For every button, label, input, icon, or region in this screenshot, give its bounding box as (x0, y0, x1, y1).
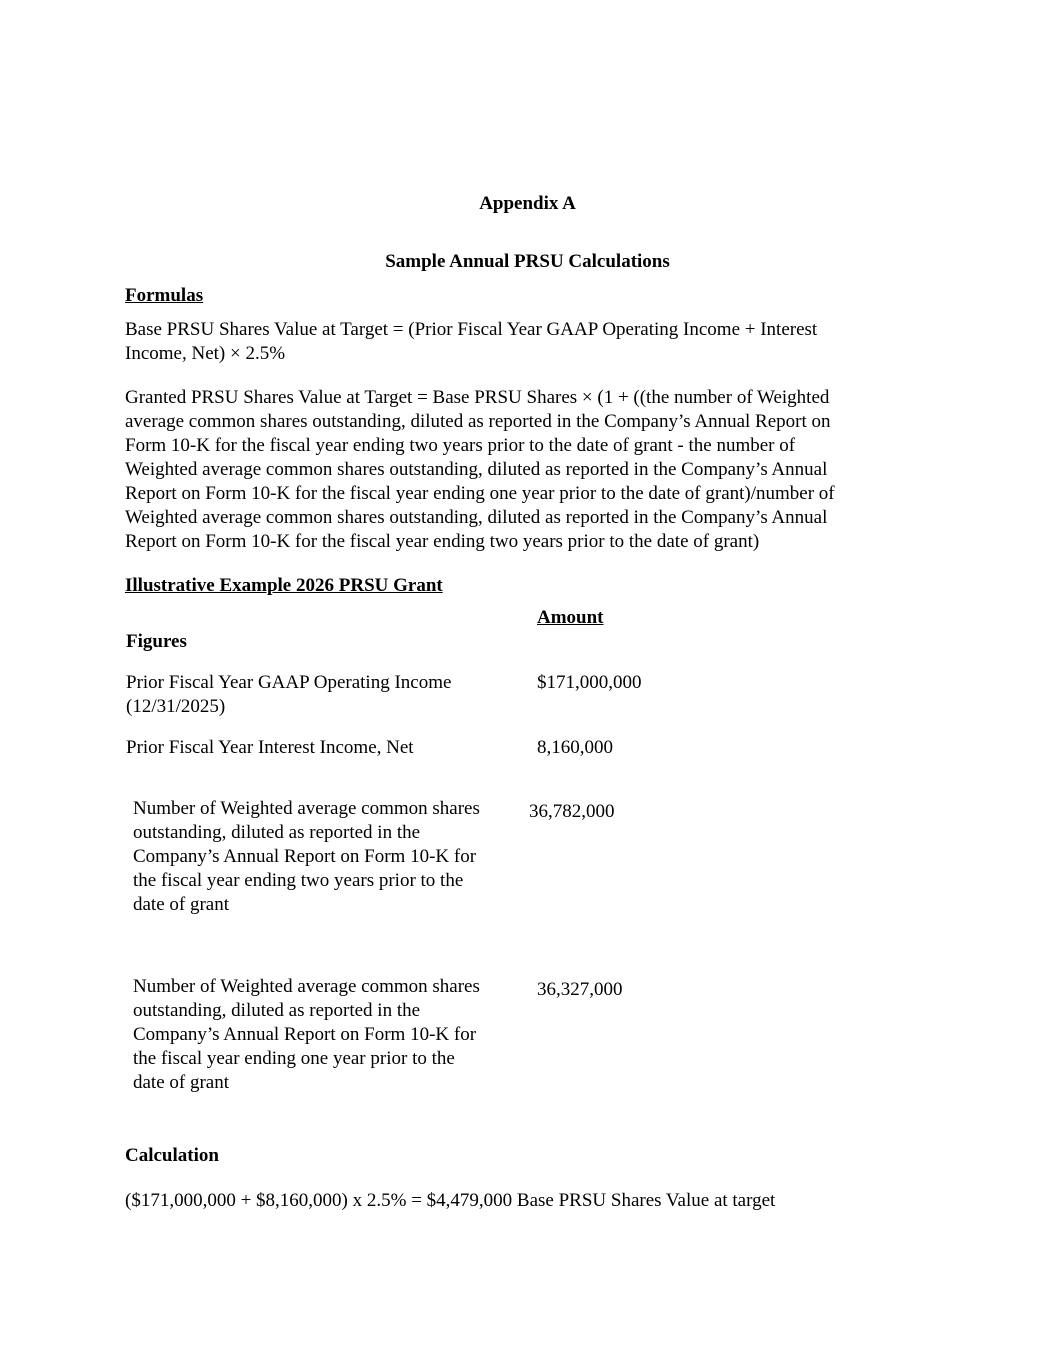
granted-formula-line: Form 10-K for the fiscal year ending two years prior to the date of grant - the number of (125, 435, 796, 456)
base-formula-line: Base PRSU Shares Value at Target = (Prior Fiscal Year GAAP Operating Income + Interest (125, 319, 818, 340)
figure-label-line: Company’s Annual Report on Form 10-K for (133, 1024, 477, 1045)
figure-label-shares-one-year (133, 975, 480, 1095)
granted-formula-line: Granted PRSU Shares Value at Target = Base PRSU Shares × (1 + ((the number of Weighted (125, 387, 830, 408)
page-subtitle: Sample Annual PRSU Calculations (385, 251, 670, 272)
figure-value-interest-income: 8,160,000 (537, 737, 613, 758)
appendix-title: Appendix A (479, 193, 576, 214)
example-heading: Illustrative Example 2026 PRSU Grant (125, 575, 443, 596)
figures-column-header: Figures (126, 631, 187, 652)
figure-value-operating-income: $171,000,000 (537, 672, 642, 693)
figure-label-line: outstanding, diluted as reported in the (133, 1000, 421, 1021)
calculation-line: ($171,000,000 + $8,160,000) x 2.5% = $4,479,000 Base PRSU Shares Value at target (125, 1190, 776, 1211)
figure-value-shares-one-year: 36,327,000 (537, 979, 623, 1000)
granted-formula (125, 386, 925, 554)
granted-formula-line: Weighted average common shares outstanding, diluted as reported in the Company’s Annual (125, 459, 828, 480)
formulas-heading: Formulas (125, 285, 204, 306)
figure-value-shares-two-years: 36,782,000 (529, 801, 615, 822)
figure-label-line: outstanding, diluted as reported in the (133, 822, 421, 843)
figure-label-line: the fiscal year ending one year prior to the (133, 1048, 455, 1069)
figure-label-operating-income (126, 671, 451, 719)
figure-label-line: the fiscal year ending two years prior to the (133, 870, 464, 891)
figure-label-line: date of grant (133, 1072, 230, 1093)
figure-label-line: Prior Fiscal Year Interest Income, Net (126, 737, 414, 758)
figure-label-line: Prior Fiscal Year GAAP Operating Income (126, 672, 452, 693)
figure-label-shares-two-years (133, 797, 480, 917)
granted-formula-line: Report on Form 10-K for the fiscal year ending one year prior to the date of grant)/number of (125, 483, 835, 504)
figure-label-line: Company’s Annual Report on Form 10-K for (133, 846, 477, 867)
calculation-heading: Calculation (125, 1145, 219, 1166)
base-formula (125, 318, 915, 366)
amount-column-header: Amount (537, 607, 604, 628)
base-formula-line: Income, Net) × 2.5% (125, 343, 286, 364)
figure-label-line: date of grant (133, 894, 230, 915)
granted-formula-line: Weighted average common shares outstanding, diluted as reported in the Company’s Annual (125, 507, 828, 528)
granted-formula-line: Report on Form 10-K for the fiscal year ending two years prior to the date of grant) (125, 531, 760, 552)
figure-label-line: (12/31/2025) (126, 696, 226, 717)
figure-label-interest-income (126, 736, 414, 760)
figure-label-line: Number of Weighted average common shares (133, 798, 480, 819)
figure-label-line: Number of Weighted average common shares (133, 976, 480, 997)
granted-formula-line: average common shares outstanding, diluted as reported in the Company’s Annual Report on (125, 411, 831, 432)
